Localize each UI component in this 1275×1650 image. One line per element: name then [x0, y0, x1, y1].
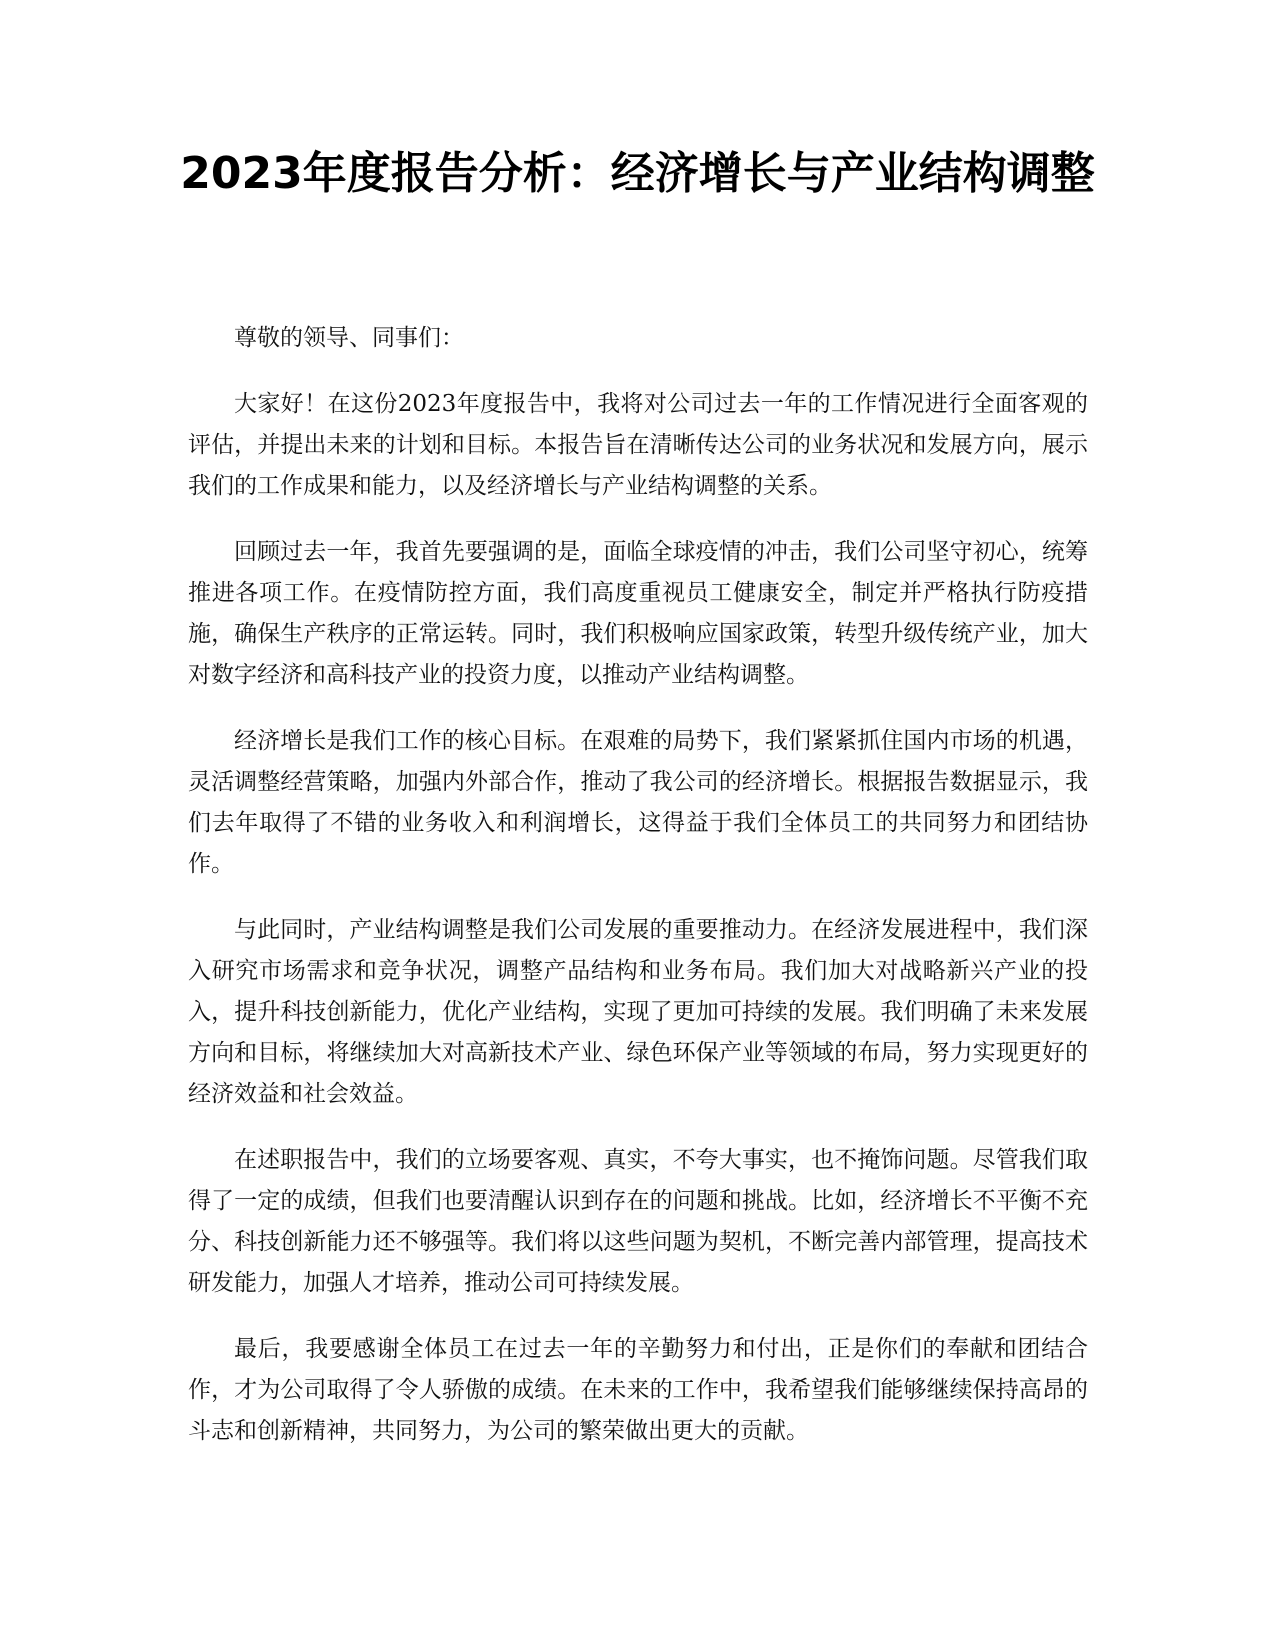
paragraph-problems: 在述职报告中，我们的立场要客观、真实，不夸大事实，也不掩饰问题。尽管我们取得了一定的成绩，但我们也要清醒认识到存在的问题和挑战。比如，经济增长不平衡不充分、科技创新能力还不够强等。我们将以这些问题为契机，不断完善内部管理，提高技术研发能力，加强人才培养，推动公司可持续发展。: [188, 1147, 1088, 1296]
paragraph-economic-growth: 经济增长是我们工作的核心目标。在艰难的局势下，我们紧紧抓住国内市场的机遇，灵活调整经营策略，加强内外部合作，推动了我公司的经济增长。根据报告数据显示，我们去年取得了不错的业务收入和利润增长，这得益于我们全体员工的共同努力和团结协作。: [188, 728, 1088, 877]
paragraph-intro: 大家好！在这份2023年度报告中，我将对公司过去一年的工作情况进行全面客观的评估，并提出未来的计划和目标。本报告旨在清晰传达公司的业务状况和发展方向，展示我们的工作成果和能力，以及经济增长与产业结构调整的关系。: [188, 391, 1088, 499]
paragraph-salutation: 尊敬的领导、同事们：: [234, 325, 464, 351]
paragraph-industrial-structure: 与此同时，产业结构调整是我们公司发展的重要推动力。在经济发展进程中，我们深入研究市场需求和竞争状况，调整产品结构和业务布局。我们加大对战略新兴产业的投入，提升科技创新能力，优化产业结构，实现了更加可持续的发展。我们明确了未来发展方向和目标，将继续加大对高新技术产业、绿色环保产业等领域的布局，努力实现更好的经济效益和社会效益。: [188, 917, 1088, 1107]
paragraph-review: 回顾过去一年，我首先要强调的是，面临全球疫情的冲击，我们公司坚守初心，统筹推进各项工作。在疫情防控方面，我们高度重视员工健康安全，制定并严格执行防疫措施，确保生产秩序的正常运转。同时，我们积极响应国家政策，转型升级传统产业，加大对数字经济和高科技产业的投资力度，以推动产业结构调整。: [188, 539, 1088, 688]
paragraph-closing: 最后，我要感谢全体员工在过去一年的辛勤努力和付出，正是你们的奉献和团结合作，才为公司取得了令人骄傲的成绩。在未来的工作中，我希望我们能够继续保持高昂的斗志和创新精神，共同努力，为公司的繁荣做出更大的贡献。: [188, 1336, 1088, 1444]
document-body: [188, 318, 1088, 1477]
document-title: 2023年度报告分析：经济增长与产业结构调整: [180, 148, 1095, 199]
